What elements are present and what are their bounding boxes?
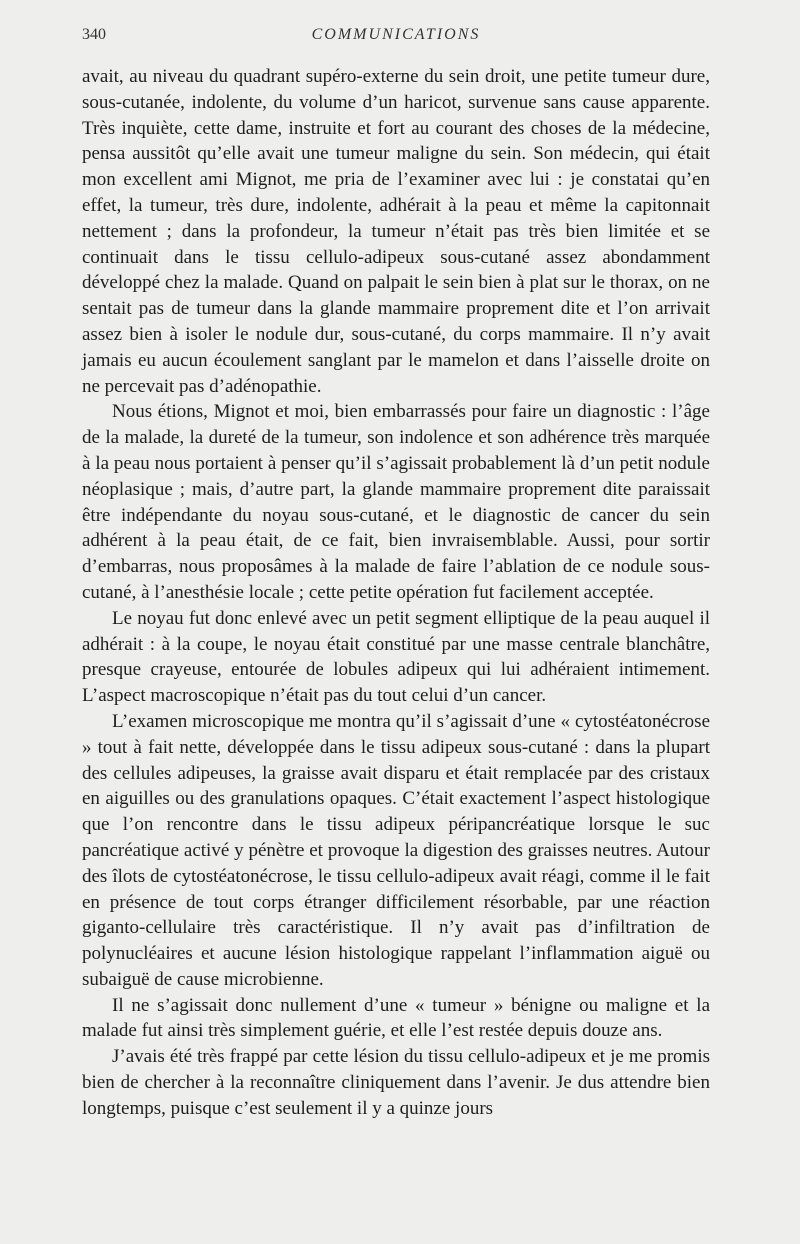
body-text bbox=[82, 64, 710, 1122]
paragraph-diagnosis: Nous étions, Mignot et moi, bien embarrassés pour faire un diagnostic : l’âge de la malade, la dureté de la tumeur, son indolence et son adhérence très marquée à la peau nous portaient à penser qu’il s’agissait probablement là d’un petit nodule néoplasique ; mais, d’autre part, la glande mammaire proprement dite paraissait être indépendante du noyau sous-cutané, et le diagnostic de cancer du sein adhérent à la peau était, de ce fait, bien invraisemblable. Aussi, pour sortir d’embarras, nous proposâmes à la malade de faire l’ablation de ce nodule sous-cutané, à l’anesthésie locale ; cette petite opération fut facilement acceptée. bbox=[82, 401, 710, 603]
running-title: COMMUNICATIONS bbox=[311, 26, 481, 43]
paragraph-continued: avait, au niveau du quadrant supéro-externe du sein droit, une petite tumeur dure, sous-cutanée, indolente, du volume d’un haricot, survenue sans cause apparente. Très inquiète, cette dame, instruite et fort au courant des choses de la médecine, pensa aussitôt qu’elle avait une tumeur maligne du sein. Son médecin, qui était mon excellent ami Mignot, me pria de l’examiner avec lui : je constatai qu’en effet, la tumeur, très dure, indolente, adhérait à la peau et même la capitonnait nettement ; dans la profondeur, la tumeur n’était pas très bien limitée et se continuait dans le tissu cellulo-adipeux sous-cutané assez abondamment développé chez la malade. Quand on palpait le sein bien à plat sur le thorax, on ne sentait pas de tumeur dans la glande mammaire proprement dite et l’on arrivait assez bien à isoler le nodule dur, sous-cutané, du corps mammaire. Il n’y avait jamais eu aucun écoulement sanglant par le mamelon et dans l’aisselle droite on ne percevait pas d’adénopathie. bbox=[82, 66, 710, 397]
running-head bbox=[82, 26, 710, 48]
page-number: 340 bbox=[82, 26, 106, 43]
paragraph-excision: Le noyau fut donc enlevé avec un petit segment elliptique de la peau auquel il adhérait : à la coupe, le noyau était constitué par une masse centrale blanchâtre, presque crayeuse, entourée de lobules adipeux qui lui adhéraient intimement. L’aspect macroscopique n’était pas du tout celui d’un cancer. bbox=[82, 607, 710, 707]
paragraph-follow-up: J’avais été très frappé par cette lésion du tissu cellulo-adipeux et je me promis bien de chercher à la reconnaître cliniquement dans l’avenir. Je dus attendre bien longtemps, puisque c’est seulement il y a quinze jours bbox=[82, 1046, 710, 1119]
paragraph-conclusion: Il ne s’agissait donc nullement d’une « tumeur » bénigne ou maligne et la malade fut ainsi très simplement guérie, et elle l’est restée depuis douze ans. bbox=[82, 994, 710, 1042]
paragraph-microscopic-exam: L’examen microscopique me montra qu’il s’agissait d’une « cytostéatonécrose » tout à fait nette, développée dans le tissu adipeux sous-cutané : dans la plupart des cellules adipeuses, la graisse avait disparu et était remplacée par des cristaux en aiguilles ou des granulations opaques. C’était exactement l’aspect histologique que l’on rencontre dans le tissu adipeux péripancréatique lorsque le suc pancréatique activé y pénètre et provoque la digestion des graisses neutres. Autour des îlots de cytostéatonécrose, le tissu cellulo-adipeux avait réagi, comme il le fait en présence de tout corps étranger difficilement résorbable, par une réaction giganto-cellulaire très caractéristique. Il n’y avait pas d’infiltration de polynucléaires et aucune lésion histologique rappelant l’inflammation aiguë ou subaiguë de cause microbienne. bbox=[82, 710, 710, 990]
